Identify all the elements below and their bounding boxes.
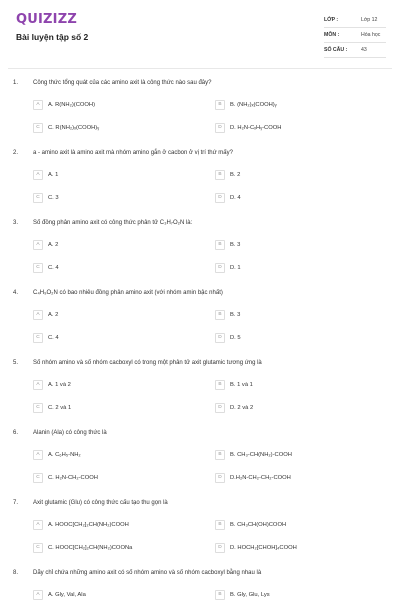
option-letter-box: B <box>215 310 225 320</box>
option-text: D. 2 và 2 <box>230 405 254 411</box>
option-text: A. 1 và 2 <box>48 382 71 388</box>
option-text: C. 4 <box>48 335 59 341</box>
option-text: D. H₂N-CₓHᵧ-COOH <box>230 125 282 131</box>
option-text: A. 2 <box>48 312 59 318</box>
question-number: 3. <box>13 220 19 226</box>
option-letter-box: D <box>215 333 225 343</box>
option-letter-box: D <box>215 263 225 273</box>
option-text: B. Gly, Glu, Lys <box>230 592 270 598</box>
option-letter-box: D <box>215 403 225 413</box>
option-letter-box: C <box>33 543 43 553</box>
option-letter-box: A <box>33 520 43 530</box>
question-text: Dãy chỉ chứa những amino axit có số nhóm amino và số nhóm cacboxyl bằng nhau là <box>33 570 262 576</box>
option-text: C. HOOC[CH₂]₂CH(NH₂)COONa <box>48 545 133 551</box>
option-letter-box: C <box>33 123 43 133</box>
question-number: 7. <box>13 500 19 506</box>
option-letter-box: C <box>33 263 43 273</box>
question-text: Alanin (Ala) có công thức là <box>33 430 107 436</box>
question-number: 1. <box>13 80 19 86</box>
option-letter-box: C <box>33 403 43 413</box>
question-number: 5. <box>13 360 19 366</box>
header <box>0 0 400 62</box>
question-text: Số đồng phân amino axit có công thức phân tử C₃H₇O₂N là: <box>33 220 193 226</box>
option-text: B. (NH₂)ₓ(COOH)ᵧ <box>230 102 277 108</box>
option-text: D. 4 <box>230 195 241 201</box>
option-text: C. 3 <box>48 195 59 201</box>
option-text: C. 2 và 1 <box>48 405 72 411</box>
option-text: D. 5 <box>230 335 241 341</box>
info-label: SỐ CÂU : <box>324 47 348 53</box>
option-letter-box: A <box>33 100 43 110</box>
option-text: B. 2 <box>230 172 241 178</box>
option-text: A. HOOC[CH₂]₂CH(NH₂)COOH <box>48 522 129 528</box>
option-text: C. 4 <box>48 265 59 271</box>
option-text: B. 3 <box>230 312 241 318</box>
question-text: Axit glutamic (Glu) có công thức cấu tạo thu gọn là <box>33 500 168 506</box>
option-text: B. 1 và 1 <box>230 382 253 388</box>
option-letter-box: B <box>215 100 225 110</box>
question-number: 8. <box>13 570 19 576</box>
option-letter-box: C <box>33 193 43 203</box>
option-text: A. R(NH₂)(COOH) <box>48 102 96 108</box>
option-text: C. H₂N-CH₂-COOH <box>48 475 98 481</box>
option-text: B. 3 <box>230 242 241 248</box>
divider <box>324 57 386 58</box>
divider <box>324 27 386 28</box>
option-letter-box: B <box>215 170 225 180</box>
option-text: A. 1 <box>48 172 59 178</box>
option-letter-box: D <box>215 543 225 553</box>
option-letter-box: A <box>33 310 43 320</box>
option-text: B. CH₃-CH(NH₂)-COOH <box>230 452 292 458</box>
divider <box>324 42 386 43</box>
option-text: D.H₂N-CH₂-CH₂-COOH <box>230 475 291 481</box>
question-text: a - amino axit là amino axit mà nhóm amino gắn ở cacbon ở vị trí thứ mấy? <box>33 150 233 156</box>
option-letter-box: A <box>33 450 43 460</box>
option-letter-box: C <box>33 333 43 343</box>
option-letter-box: B <box>215 240 225 250</box>
quizizz-logo: QUIZIZZ <box>16 12 77 27</box>
option-letter-box: B <box>215 380 225 390</box>
option-letter-box: C <box>33 473 43 483</box>
page-title: Bài luyện tập số 2 <box>16 32 89 42</box>
option-text: D. 1 <box>230 265 241 271</box>
option-letter-box: D <box>215 473 225 483</box>
option-letter-box: A <box>33 380 43 390</box>
option-letter-box: B <box>215 520 225 530</box>
option-text: A. 2 <box>48 242 59 248</box>
info-label: MÔN : <box>324 32 340 38</box>
question-number: 2. <box>13 150 19 156</box>
option-text: A. C₆H₅-NH₂ <box>48 452 81 458</box>
question-text: Số nhóm amino và số nhóm cacboxyl có trong một phân tử axit glutamic tương ứng là <box>33 360 262 366</box>
question-number: 4. <box>13 290 19 296</box>
option-text: D. HOCH₂[CHOH]₄COOH <box>230 545 297 551</box>
option-letter-box: B <box>215 590 225 600</box>
option-letter-box: A <box>33 590 43 600</box>
question-text: C₄H₉O₂N có bao nhiêu đồng phân amino axit (với nhóm amin bậc nhất) <box>33 290 223 296</box>
question-number: 6. <box>13 430 19 436</box>
option-letter-box: D <box>215 193 225 203</box>
info-value: Hóa học <box>361 32 381 38</box>
option-text: B. CH₃CH(OH)COOH <box>230 522 287 528</box>
option-text: C. R(NH₂)ₓ(COOH)ᵧ <box>48 125 100 131</box>
info-value: Lớp 12 <box>361 17 378 23</box>
option-letter-box: A <box>33 170 43 180</box>
header-divider <box>8 68 392 69</box>
option-text: A. Gly, Val, Ala <box>48 592 86 598</box>
info-label: LỚP : <box>324 17 339 23</box>
question-text: Công thức tổng quát của các amino axit là công thức nào sau đây? <box>33 80 212 86</box>
info-value: 43 <box>361 47 367 53</box>
option-letter-box: A <box>33 240 43 250</box>
option-letter-box: D <box>215 123 225 133</box>
option-letter-box: B <box>215 450 225 460</box>
